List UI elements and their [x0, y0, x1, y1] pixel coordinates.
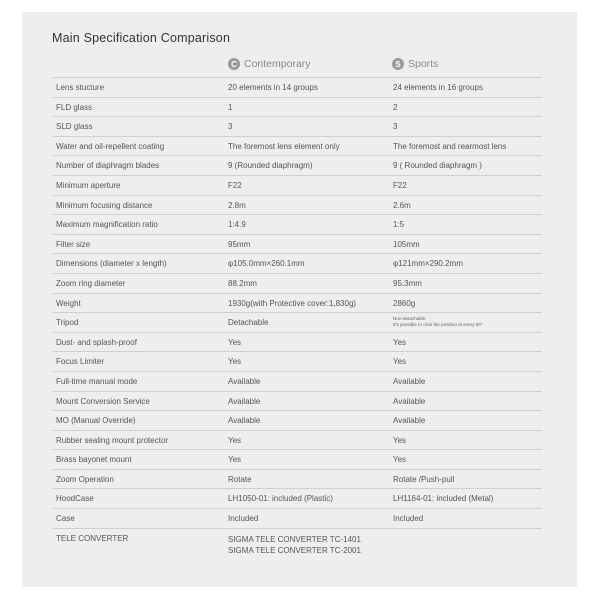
table-row: [53, 508, 542, 528]
table-row: [53, 175, 542, 195]
row-label: TELE CONVERTER: [56, 533, 129, 543]
row-label: Dimensions (diameter x length): [56, 259, 167, 269]
sports-value: φ121mm×290.2mm: [393, 259, 463, 269]
contemporary-value: 88.2mm: [228, 278, 257, 288]
contemporary-value: Yes: [228, 357, 242, 367]
sports-value: [393, 316, 483, 328]
sports-badge-icon: S: [392, 58, 404, 70]
contemporary-value: 3: [228, 122, 233, 132]
table-row: [53, 469, 542, 489]
contemporary-value: LH1050-01: included (Plastic): [228, 494, 333, 504]
sports-value: LH1164-01: included (Metal): [393, 494, 494, 504]
row-label: Full-time manual mode: [56, 376, 138, 386]
table-row: [53, 214, 542, 234]
table-row: [53, 312, 542, 332]
contemporary-value: φ105.0mm×260.1mm: [228, 259, 305, 269]
sports-value: 105mm: [393, 239, 420, 249]
tripod-note-line: Non-detachable.: [393, 316, 427, 322]
row-label: Zoom Operation: [56, 474, 114, 484]
row-label: Tripod: [56, 318, 79, 328]
row-label: Brass bayonet mount: [56, 455, 132, 465]
contemporary-badge-icon: C: [228, 58, 240, 70]
sports-value: 2: [393, 102, 398, 112]
table-row: [53, 195, 542, 215]
column-header-contemporary: [228, 58, 311, 70]
sports-value: F22: [393, 180, 407, 190]
sports-value: 3: [393, 122, 398, 132]
row-label: Lens stucture: [56, 83, 105, 92]
contemporary-value: Rotate: [228, 474, 252, 484]
sports-value: Included: [393, 514, 424, 524]
contemporary-value: Yes: [228, 455, 242, 465]
sports-value: 2.6m: [393, 200, 411, 210]
sports-value: Yes: [393, 337, 407, 347]
row-label: Dust- and splash-proof: [56, 337, 137, 347]
contemporary-value: 95mm: [228, 239, 251, 249]
table-row: [53, 136, 542, 156]
table-row: [53, 430, 542, 450]
row-label: Water and oil-repellent coating: [56, 141, 165, 151]
row-label: Rubber sealing mount protector: [56, 435, 169, 445]
sports-value: 9 ( Rounded diaphragm ): [393, 161, 482, 171]
sports-value: 1:5: [393, 220, 405, 230]
row-label: Filter size: [56, 239, 91, 249]
table-row: [53, 391, 542, 411]
table-row: [53, 77, 542, 97]
tele-converter-line: SIGMA TELE CONVERTER TC-2001: [228, 545, 361, 555]
spec-table: [53, 77, 542, 568]
page-title: Main Specification Comparison: [52, 31, 231, 45]
contemporary-value: [228, 534, 361, 556]
column-header-label: Contemporary: [244, 58, 311, 70]
tele-converter-line: SIGMA TELE CONVERTER TC-1401: [228, 534, 361, 544]
contemporary-value: 1: [228, 102, 233, 112]
table-row: [53, 488, 542, 508]
row-label: MO (Manual Override): [56, 416, 136, 426]
table-row: [53, 528, 542, 568]
table-row: [53, 332, 542, 352]
row-label: Minimum focusing distance: [56, 200, 153, 210]
row-label: SLD glass: [56, 122, 93, 132]
sports-value: 95.3mm: [393, 278, 422, 288]
sports-value: Rotate /Push-pull: [393, 474, 455, 484]
contemporary-value: 20 elements in 14 groups: [228, 83, 318, 92]
table-row: [53, 449, 542, 469]
sports-value: The foremost and rearmost lens: [393, 141, 507, 151]
row-label: Minimum aperture: [56, 180, 121, 190]
contemporary-value: Detachable: [228, 318, 269, 328]
contemporary-value: F22: [228, 180, 242, 190]
contemporary-value: Yes: [228, 337, 242, 347]
table-row: [53, 351, 542, 371]
sports-value: Yes: [393, 357, 407, 367]
table-row: [53, 155, 542, 175]
contemporary-value: 9 (Rounded diaphragm): [228, 161, 313, 171]
sports-value: Available: [393, 416, 426, 426]
table-row: [53, 97, 542, 117]
row-label: Mount Conversion Service: [56, 396, 150, 406]
table-row: [53, 371, 542, 391]
table-row: [53, 273, 542, 293]
sports-value: Yes: [393, 435, 407, 445]
contemporary-value: Yes: [228, 435, 242, 445]
contemporary-value: Available: [228, 396, 261, 406]
contemporary-value: 1:4.9: [228, 220, 246, 230]
contemporary-value: 1930g(with Protective cover:1,830g): [228, 298, 357, 308]
row-label: Number of diaphragm blades: [56, 161, 160, 171]
sports-value: Available: [393, 376, 426, 386]
column-header-label: Sports: [408, 58, 439, 70]
contemporary-value: The foremost lens element only: [228, 141, 340, 151]
row-label: Focus Limiter: [56, 357, 105, 367]
contemporary-value: Available: [228, 376, 261, 386]
row-label: Case: [56, 514, 75, 524]
table-row: [53, 253, 542, 273]
table-row: [53, 410, 542, 430]
table-row: [53, 116, 542, 136]
table-row: [53, 234, 542, 254]
contemporary-value: 2.8m: [228, 200, 246, 210]
sports-value: 24 elements in 16 groups: [393, 83, 483, 92]
tripod-note-line: It's possible to click the position at every 90°: [393, 322, 483, 328]
row-label: HoodCase: [56, 494, 94, 504]
column-header-sports: [392, 58, 438, 70]
sports-value: Yes: [393, 455, 407, 465]
spec-comparison-panel: [22, 12, 577, 587]
sports-value: Available: [393, 396, 426, 406]
row-label: Zoom ring diameter: [56, 278, 126, 288]
contemporary-value: Included: [228, 514, 259, 524]
row-label: FLD glass: [56, 102, 93, 112]
contemporary-value: Available: [228, 416, 261, 426]
row-label: Weight: [56, 298, 81, 308]
table-row: [53, 293, 542, 313]
sports-value: 2860g: [393, 298, 416, 308]
row-label: Maximum magnification ratio: [56, 220, 158, 230]
